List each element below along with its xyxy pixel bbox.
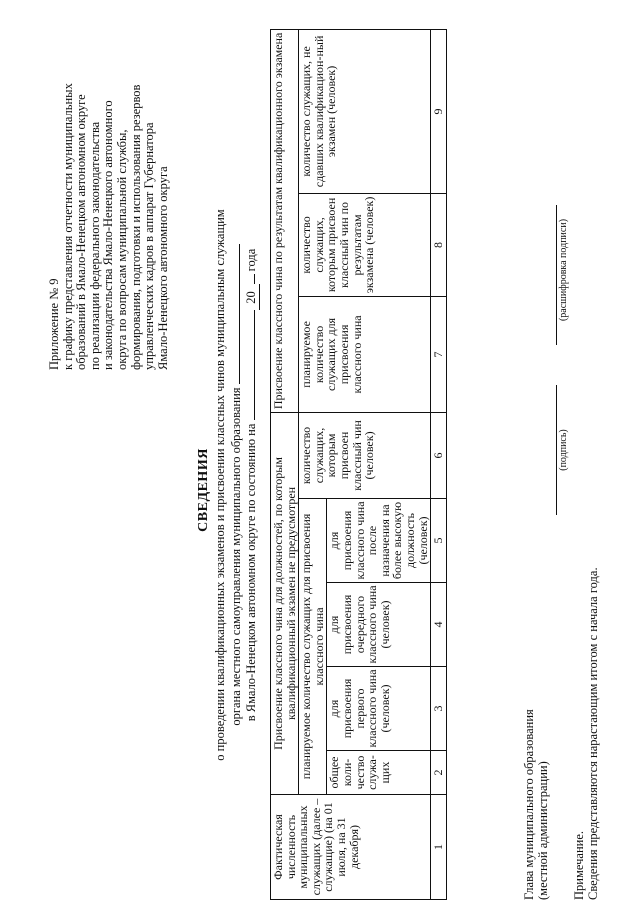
header-actual-count: Фактическая численность муниципальных служащих (далее – служащие) (на 01 июля, на 31 декабря): [271, 795, 431, 900]
signature-line: [556, 385, 557, 515]
annex-line: к графику представления отчетности муниципальных: [60, 83, 75, 370]
header-exam-assigned: количество служащих, которым присвоен классный чин по результатам экзамена (человек): [299, 193, 431, 296]
annex-line: округа по вопросам муниципальной службы,: [114, 129, 129, 370]
header-exam-planned: планируемое количество служащих для присвоения классного чина: [299, 296, 431, 412]
header-first-rank: для присвоения первого классного чина (человек): [327, 667, 431, 751]
subtitle-line-3: в Ямало-Ненецком автономном округе по состоянию на 20 года: [244, 248, 259, 722]
note: [573, 300, 600, 900]
note-label: Примечание.: [572, 830, 586, 900]
column-number: 8: [431, 193, 447, 296]
header-row-1: [271, 29, 299, 899]
column-number: 3: [431, 667, 447, 751]
data-table: [270, 29, 447, 900]
column-number-row: [431, 29, 447, 899]
subtitle-line-1: о проведении квалификационных экзаменов и присвоении классных чинов муниципальным служащим: [213, 209, 227, 761]
annex-line: по реализации федерального законодательства: [87, 121, 102, 370]
municipality-blank: [228, 244, 240, 384]
document-subtitle: [214, 105, 260, 865]
year-number: 20: [245, 284, 260, 310]
column-number: 6: [431, 412, 447, 498]
annex-line: и законодательства Ямало-Ненецкого автономного: [101, 100, 116, 370]
signature-decode-line: [556, 205, 557, 345]
signature-caption: (подпись): [558, 429, 569, 471]
header-exam-failed: количество служащих, не сдавших квалификацион-ный экзамен (человек): [299, 29, 431, 193]
header-planned-count: планируемое количество служащих для присвоения классного чина: [299, 499, 327, 795]
header-group-exam: Присвоение классного чина по результатам квалификационного экзамена: [271, 29, 299, 412]
annex-line: Ямало-Ненецкого автономного округа: [155, 166, 170, 370]
annex-line: Приложение № 9: [47, 278, 61, 370]
column-number: 1: [431, 795, 447, 900]
header-after-promotion: для присвоения классного чина после назначения на более высокую должность (человек): [327, 499, 431, 583]
header-total: общее коли-чество служа-щих: [327, 751, 431, 795]
annex-line: образований в Ямало-Ненецком автономном округе: [74, 94, 89, 370]
note-text: Сведения представляются нарастающим итогом с начала года.: [585, 567, 600, 900]
column-number: 9: [431, 29, 447, 193]
date-blank: [243, 310, 255, 420]
subtitle-line-2: органа местного самоуправления муниципального образования: [228, 105, 244, 865]
column-number: 4: [431, 583, 447, 667]
document-title: СВЕДЕНИЯ: [196, 448, 211, 532]
column-number: 7: [431, 296, 447, 412]
column-number: 5: [431, 499, 447, 583]
column-number: 2: [431, 751, 447, 795]
header-next-rank: для присвоения очередного классного чина (человек): [327, 583, 431, 667]
header-row-2: [299, 29, 327, 899]
head-signature-title: Глава муниципального образования (местной администрации): [522, 709, 550, 900]
header-group-no-exam: Присвоение классного чина для должностей, по которым квалификационный экзамен не предусмотрен: [271, 412, 299, 794]
signature-decode-caption: (расшифровка подписи): [558, 218, 569, 322]
header-assigned-count: количество служащих, которым присвоен классный чин (человек): [299, 412, 431, 498]
annex-line: формирования, подготовки и использования резервов: [128, 84, 143, 370]
annex-line: управленческих кадров в аппарат Губернатора: [142, 122, 157, 370]
annex-header: [48, 25, 170, 370]
